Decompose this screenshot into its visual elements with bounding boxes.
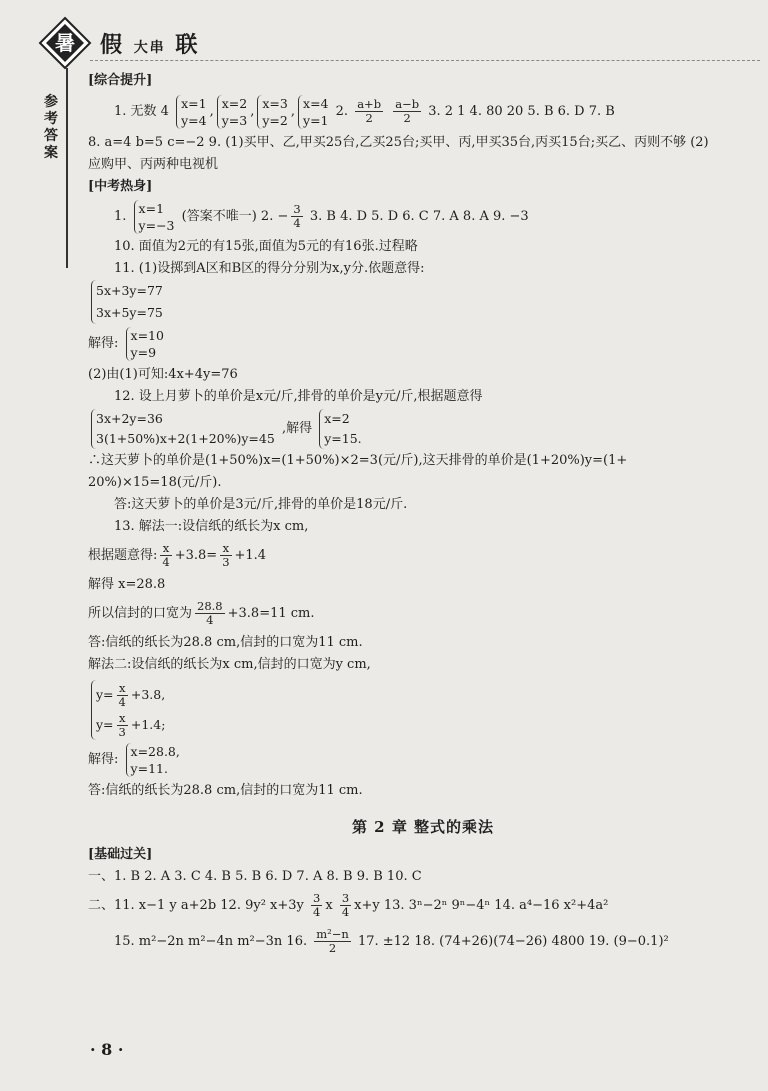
sys-3: x=3 y=2	[257, 95, 288, 129]
q13-sys: y= $\frac{x}{4}$ +3.8, y= $\frac{x}{3}$ +1.4;	[91, 680, 165, 740]
frac-row3: $\frac{\text{m²−n}}{2}$	[316, 927, 349, 955]
q11-solve-sys: x=10 y=9	[126, 327, 164, 361]
section-zonghe: [综合提升]	[88, 73, 153, 88]
frac-x-over-3: $\frac{x}{3}$	[222, 541, 230, 569]
zhongkao-q12-ans: 答:这天萝卜的单价是3元/斤,排骨的单价是18元/斤.	[114, 497, 408, 512]
jichu-row2: 二、11. x−1 y a+2b 12. 9y² x+3y $\frac{3}{4}$ x $\frac{3}{4}$ x+y 13. 3ⁿ−2ⁿ 9ⁿ−4ⁿ 14. a⁴−16 x²+4a²	[88, 891, 609, 919]
sys-1: x=1 y=4	[176, 95, 207, 129]
zhongkao-q1: 1. x=1 y=−3 (答案不唯一) 2. − $\frac{3}{4}$ 3. B 4. D 5. D 6. C 7. A 8. A 9. −3	[114, 200, 529, 233]
jichu-row3: 15. m²−2n m²−4n m²−3n 16. $\frac{\text{m²−n}}{2}$ 17. ±12 18. (74+26)(74−26) 4800 19. (9−0.1)²	[114, 927, 669, 955]
q12-sys: 3x+2y=36 3(1+50%)x+2(1+20%)y=45	[91, 409, 275, 449]
zhongkao-q13-ans2: 答:信纸的纸长为28.8 cm,信封的口宽为11 cm.	[88, 783, 363, 798]
zhongkao-q13-eq: 根据题意得: $\frac{x}{4}$ +3.8= $\frac{x}{3}$ +1.4	[88, 541, 267, 569]
zonghe-q1-prefix: 1. 无数 4	[114, 104, 169, 119]
logo-icon	[38, 16, 92, 70]
frac-row2-b: $\frac{3}{4}$	[341, 891, 350, 919]
side-divider	[66, 68, 68, 268]
zhongkao-q13-width: 所以信封的口宽为 $\frac{28.8}{4}$ +3.8=11 cm.	[88, 599, 315, 627]
brand-end: 联	[175, 32, 200, 58]
zhongkao-q12: 12. 设上月萝卜的单价是x元/斤,排骨的单价是y元/斤,根据题意得	[114, 389, 483, 404]
brand-title	[100, 28, 199, 59]
logo-char: 暑	[55, 31, 75, 55]
sys-4: x=4 y=1	[298, 95, 329, 129]
frac-sys-x-over-3: $\frac{x}{3}$	[118, 711, 126, 739]
zonghe-q8-cont: 应购甲、丙两种电视机	[88, 157, 219, 172]
zhongkao-q13-solve: 解得 x=28.8	[88, 577, 166, 592]
brand-main: 假	[100, 32, 125, 58]
frac-a-plus-b: $\frac{a+b}{2}$	[357, 97, 382, 125]
zhongkao-q1-sys: x=1 y=−3	[134, 200, 175, 234]
zhongkao-q12-sys-row: 3x+2y=36 3(1+50%)x+2(1+20%)y=45 ,解得 x=2 y=15.	[88, 408, 758, 450]
zhongkao-q13-m2-solve: 解得: x=28.8, y=11.	[88, 743, 180, 776]
q11-sys: 5x+3y=77 3x+5y=75	[91, 280, 163, 324]
frac-three-quarters: $\frac{3}{4}$	[293, 202, 301, 230]
zonghe-q2-label: 2.	[335, 104, 349, 119]
brand-small: 大串	[133, 40, 166, 56]
answer-content	[88, 70, 758, 960]
frac-28-8-over-4: $\frac{28.8}{4}$	[197, 599, 223, 627]
q13-m2-solve-sys: x=28.8, y=11.	[126, 743, 180, 777]
sys-2: x=2 y=3	[217, 95, 248, 129]
section-zhongkao: [中考热身]	[88, 179, 153, 194]
zhongkao-q12-then: ∴这天萝卜的单价是(1+50%)x=(1+50%)×2=3(元/斤),这天排骨的单价是(1+20%)y=(1+	[88, 453, 628, 468]
section-jichu: [基础过关]	[88, 847, 153, 862]
frac-a-minus-b: $\frac{a-b}{2}$	[395, 97, 420, 125]
zhongkao-q13-sys	[88, 676, 758, 740]
zhongkao-q11-2: (2)由(1)可知:4x+4y=76	[88, 367, 238, 382]
page-number: · 8 ·	[90, 1040, 124, 1059]
zonghe-q1: 1. 无数 4 x=1 y=4,x=2 y=3,x=3 y=2,x=4 y=1 2. $\frac{a+b}{2}$ $\frac{a-b}{2}$ 3. 2 1 4. 80 20 5. B 6. D 7. B	[114, 95, 615, 128]
zhongkao-q13-m2: 解法二:设信纸的纸长为x cm,信封的口宽为y cm,	[88, 657, 371, 672]
zonghe-q8: 8. a=4 b=5 c=−2 9. (1)买甲、乙,甲买25台,乙买25台;买甲、丙,甲买35台,丙买15台;买乙、丙则不够 (2)	[88, 135, 709, 150]
header-divider	[90, 60, 760, 61]
zhongkao-q11: 11. (1)设掷到A区和B区的得分分别为x,y分.依题意得:	[114, 261, 425, 276]
jichu-row1: 一、1. B 2. A 3. C 4. B 5. B 6. D 7. A 8. B 9. B 10. C	[88, 869, 422, 884]
zhongkao-q10: 10. 面值为2元的有15张,面值为5元的有16张.过程略	[114, 239, 418, 254]
frac-sys-x-over-4: $\frac{x}{4}$	[118, 681, 126, 709]
zhongkao-q11-solve: 解得: x=10 y=9	[88, 327, 164, 360]
frac-x-over-4: $\frac{x}{4}$	[162, 541, 170, 569]
zhongkao-q13-ans1: 答:信纸的纸长为28.8 cm,信封的口宽为11 cm.	[88, 635, 363, 650]
zhongkao-q13: 13. 解法一:设信纸的纸长为x cm,	[114, 519, 309, 534]
chapter-title: 第 2 章 整式的乘法	[351, 818, 495, 836]
zhongkao-q12-then2: 20%)×15=18(元/斤).	[88, 475, 222, 490]
zonghe-q2-rest: 3. 2 1 4. 80 20 5. B 6. D 7. B	[428, 104, 615, 119]
side-tab: 参考答案	[44, 94, 58, 161]
q12-solve-sys: x=2 y=15.	[319, 409, 361, 449]
frac-row2-a: $\frac{3}{4}$	[313, 891, 321, 919]
zhongkao-q11-sys-row	[88, 280, 758, 324]
